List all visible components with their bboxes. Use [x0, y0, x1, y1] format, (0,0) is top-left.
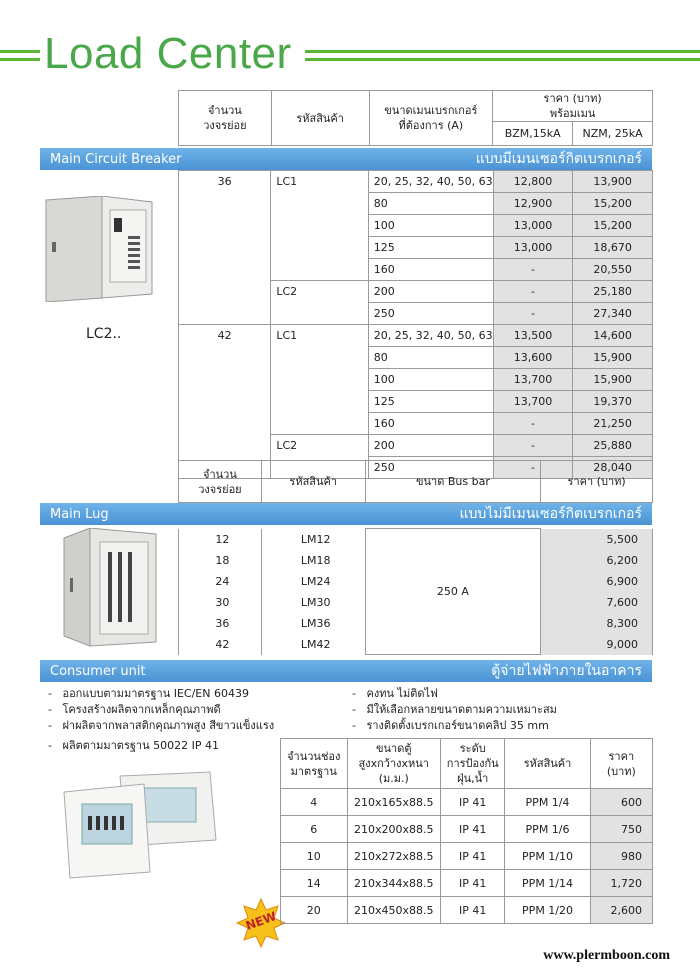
lug-col-price: ราคา (บาท): [541, 461, 653, 503]
table-row: [179, 529, 653, 550]
cu-size-cell: 210x450x88.5: [347, 897, 441, 924]
table-row: [281, 789, 653, 816]
mcb-bzm-price: -: [493, 259, 573, 281]
mcb-nzm-price: 15,200: [573, 215, 653, 237]
mcb-product-label: LC2..: [86, 326, 122, 342]
mcb-size-cell: 20, 25, 32, 40, 50, 63: [368, 171, 493, 193]
mcb-size-cell: 100: [368, 215, 493, 237]
cu-code-cell: PPM 1/20: [505, 897, 590, 924]
cu-col-price: ราคา (บาท): [590, 739, 652, 789]
lug-circuits-cell: 24: [179, 571, 262, 592]
cu-price-cell: 1,720: [590, 870, 652, 897]
cu-size-cell: 210x200x88.5: [347, 816, 441, 843]
table-row: [281, 870, 653, 897]
lug-circuits-cell: 42: [179, 634, 262, 655]
cu-slots-cell: 10: [281, 843, 348, 870]
lc2-enclosure-image: [44, 196, 156, 302]
mcb-col-code: รหัสสินค้า: [271, 91, 369, 146]
mcb-size-cell: 160: [368, 259, 493, 281]
cu-col-size: ขนาดตู้ สูงxกว้างxหนา (ม.ม.): [347, 739, 441, 789]
mcb-bzm-price: 12,800: [493, 171, 573, 193]
mcb-size-cell: 200: [368, 281, 493, 303]
new-badge: [236, 898, 286, 948]
consumer-bar-left: Consumer unit: [50, 663, 146, 679]
mcb-col-circuits: จำนวน วงจรย่อย: [179, 91, 272, 146]
mcb-bzm-price: -: [493, 413, 573, 435]
main-lug-enclosure-image: [60, 528, 160, 648]
cu-slots-cell: 14: [281, 870, 348, 897]
mcb-size-cell: 125: [368, 237, 493, 259]
cu-ip-cell: IP 41: [441, 843, 505, 870]
mcb-circuits-cell: 42: [179, 325, 271, 479]
mcb-code-cell: [271, 303, 368, 325]
mcb-nzm-price: 25,880: [573, 435, 653, 457]
title-line-left: [0, 50, 40, 53]
mcb-code-cell: [271, 391, 368, 413]
feature-item: - ผลิตตามมาตรฐาน 50022 IP 41: [48, 739, 219, 752]
lug-col-code: รหัสสินค้า: [261, 461, 365, 503]
table-row: [281, 897, 653, 924]
mcb-code-cell: [271, 369, 368, 391]
cu-slots-cell: 4: [281, 789, 348, 816]
feature-item: - ฝาผลิตจากพลาสติกคุณภาพสูง สีขาวแข็งแรง: [48, 719, 275, 732]
lug-bar-left: Main Lug: [50, 506, 109, 522]
lug-col-busbar: ขนาด Bus bar: [365, 461, 541, 503]
lug-code-cell: LM12: [261, 529, 365, 550]
mcb-nzm-price: 13,900: [573, 171, 653, 193]
feature-item: - รางติดตั้งเบรกเกอร์ขนาดคลิป 35 mm: [352, 719, 549, 732]
mcb-code-cell: LC2: [271, 281, 368, 303]
lug-code-cell: LM30: [261, 592, 365, 613]
mcb-bar-right: แบบมีเมนเซอร์กิตเบรกเกอร์: [475, 151, 642, 167]
page-title: Load Center: [44, 29, 292, 78]
cu-code-cell: PPM 1/4: [505, 789, 590, 816]
feature-item: - มีให้เลือกหลายขนาดตามความเหมาะสม: [352, 703, 557, 716]
mcb-bzm-price: -: [493, 457, 573, 479]
mcb-bzm-price: -: [493, 435, 573, 457]
cu-price-cell: 600: [590, 789, 652, 816]
lug-price-cell: 7,600: [541, 592, 653, 613]
table-row: [281, 816, 653, 843]
mcb-bzm-price: 13,700: [493, 391, 573, 413]
mcb-size-cell: 250: [368, 303, 493, 325]
mcb-nzm-price: 15,200: [573, 193, 653, 215]
cu-price-cell: 980: [590, 843, 652, 870]
cu-size-cell: 210x344x88.5: [347, 870, 441, 897]
consumer-bar-right: ตู้จ่ายไฟฟ้าภายในอาคาร: [491, 663, 642, 679]
title-line-left-2: [0, 58, 40, 61]
cu-size-cell: 210x272x88.5: [347, 843, 441, 870]
mcb-nzm-price: 20,550: [573, 259, 653, 281]
lug-price-table: [178, 528, 653, 655]
mcb-col-bzm: BZM,15kA: [493, 122, 573, 146]
mcb-bzm-price: 13,600: [493, 347, 573, 369]
mcb-size-cell: 100: [368, 369, 493, 391]
lug-section-bar: [40, 503, 652, 525]
lug-price-cell: 5,500: [541, 529, 653, 550]
mcb-size-cell: 125: [368, 391, 493, 413]
mcb-code-cell: LC2: [271, 435, 368, 457]
cu-price-cell: 2,600: [590, 897, 652, 924]
mcb-col-size: ขนาดเมนเบรกเกอร์ ที่ต้องการ (A): [369, 91, 493, 146]
mcb-code-cell: LC1: [271, 325, 368, 347]
mcb-code-cell: [271, 237, 368, 259]
cu-code-cell: PPM 1/14: [505, 870, 590, 897]
lug-code-cell: LM24: [261, 571, 365, 592]
mcb-price-table: [178, 170, 653, 479]
mcb-code-cell: [271, 259, 368, 281]
feature-item: - คงทน ไม่ติดไฟ: [352, 687, 438, 700]
website-url: www.plermboon.com: [543, 948, 670, 963]
mcb-bzm-price: 13,700: [493, 369, 573, 391]
lug-circuits-cell: 36: [179, 613, 262, 634]
mcb-size-cell: 160: [368, 413, 493, 435]
mcb-nzm-price: 28,040: [573, 457, 653, 479]
consumer-features-left: [48, 686, 274, 754]
mcb-code-cell: [271, 413, 368, 435]
mcb-bzm-price: -: [493, 303, 573, 325]
lug-price-cell: 6,900: [541, 571, 653, 592]
mcb-nzm-price: 14,600: [573, 325, 653, 347]
feature-item: - ออกแบบตามมาตรฐาน IEC/EN 60439: [48, 687, 249, 700]
consumer-section-bar: [40, 660, 652, 682]
consumer-features-right: [352, 686, 557, 734]
mcb-size-cell: 20, 25, 32, 40, 50, 63: [368, 325, 493, 347]
table-row: [179, 325, 653, 347]
mcb-size-cell: 200: [368, 435, 493, 457]
lug-circuits-cell: 18: [179, 550, 262, 571]
consumer-unit-image: [60, 770, 220, 882]
mcb-bzm-price: 13,000: [493, 215, 573, 237]
cu-price-cell: 750: [590, 816, 652, 843]
cu-ip-cell: IP 41: [441, 897, 505, 924]
mcb-nzm-price: 25,180: [573, 281, 653, 303]
mcb-section-bar: [40, 148, 652, 170]
mcb-nzm-price: 15,900: [573, 347, 653, 369]
table-row: [281, 843, 653, 870]
mcb-code-cell: [271, 347, 368, 369]
mcb-bzm-price: 13,000: [493, 237, 573, 259]
cu-size-cell: 210x165x88.5: [347, 789, 441, 816]
cu-slots-cell: 20: [281, 897, 348, 924]
new-badge-text: NEW: [243, 909, 279, 933]
mcb-header-table: [178, 90, 653, 146]
mcb-code-cell: LC1: [271, 171, 368, 193]
mcb-nzm-price: 18,670: [573, 237, 653, 259]
mcb-nzm-price: 15,900: [573, 369, 653, 391]
cu-code-cell: PPM 1/10: [505, 843, 590, 870]
cu-code-cell: PPM 1/6: [505, 816, 590, 843]
cu-ip-cell: IP 41: [441, 816, 505, 843]
lug-price-cell: 9,000: [541, 634, 653, 655]
mcb-price-label: ราคา (บาท): [543, 92, 602, 105]
lug-header-table: [178, 460, 653, 503]
lug-code-cell: LM42: [261, 634, 365, 655]
lug-price-cell: 8,300: [541, 613, 653, 634]
cu-col-protection: ระดับ การป้องกัน ฝุ่น,น้ำ: [441, 739, 505, 789]
mcb-bzm-price: 12,900: [493, 193, 573, 215]
mcb-bzm-price: 13,500: [493, 325, 573, 347]
cu-ip-cell: IP 41: [441, 870, 505, 897]
mcb-size-cell: 250: [368, 457, 493, 479]
lug-col-circuits: จำนวน วงจรย่อย: [179, 461, 262, 503]
cu-col-code: รหัสสินค้า: [505, 739, 590, 789]
mcb-nzm-price: 21,250: [573, 413, 653, 435]
title-line-right-2: [305, 58, 700, 61]
mcb-bar-left: Main Circuit Breaker: [50, 151, 182, 167]
lug-bar-right: แบบไม่มีเมนเซอร์กิตเบรกเกอร์: [459, 506, 642, 522]
mcb-circuits-cell: 36: [179, 171, 271, 325]
cu-col-slots: จำนวนช่อง มาตรฐาน: [281, 739, 348, 789]
feature-item: - โครงสร้างผลิตจากเหล็กคุณภาพดี: [48, 703, 221, 716]
mcb-price-sub: พร้อมเมน: [549, 107, 596, 120]
lug-circuits-cell: 12: [179, 529, 262, 550]
lug-circuits-cell: 30: [179, 592, 262, 613]
cu-slots-cell: 6: [281, 816, 348, 843]
consumer-price-table: [280, 738, 653, 924]
lug-code-cell: LM18: [261, 550, 365, 571]
mcb-code-cell: [271, 215, 368, 237]
lug-busbar-cell: 250 A: [365, 529, 541, 655]
cu-ip-cell: IP 41: [441, 789, 505, 816]
mcb-size-cell: 80: [368, 193, 493, 215]
mcb-nzm-price: 27,340: [573, 303, 653, 325]
mcb-size-cell: 80: [368, 347, 493, 369]
lug-code-cell: LM36: [261, 613, 365, 634]
title-line-right: [305, 50, 700, 53]
mcb-col-price: [493, 91, 653, 122]
mcb-col-nzm: NZM, 25kA: [573, 122, 653, 146]
mcb-nzm-price: 19,370: [573, 391, 653, 413]
mcb-bzm-price: -: [493, 281, 573, 303]
table-row: [179, 171, 653, 193]
lug-price-cell: 6,200: [541, 550, 653, 571]
mcb-code-cell: [271, 193, 368, 215]
